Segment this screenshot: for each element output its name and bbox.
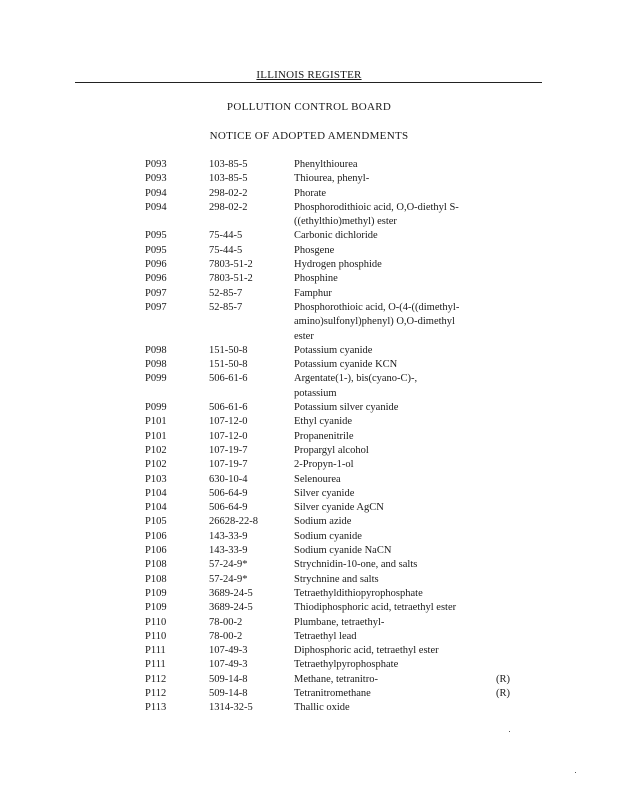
cas-number: 151-50-8 [209, 359, 248, 371]
substance-name [294, 301, 494, 344]
table-row [0, 558, 618, 572]
waste-code: P106 [145, 530, 167, 542]
substance-name [294, 558, 494, 572]
cas-number: 57-24-9* [209, 559, 248, 571]
substance-name [294, 272, 494, 286]
waste-code: P111 [145, 659, 166, 671]
substance-name-line: Sodium azide [294, 516, 352, 528]
cas-number: 107-49-3 [209, 645, 248, 657]
substance-name [294, 687, 494, 701]
substance-name-line: amino)sulfonyl)phenyl) O,O-dimethyl [294, 316, 455, 328]
substance-name [294, 587, 494, 601]
substance-name-line: Diphosphoric acid, tetraethyl ester [294, 645, 439, 657]
waste-code: P101 [145, 430, 167, 442]
table-row [0, 473, 618, 487]
cas-number: 298-02-2 [209, 187, 248, 199]
substance-name [294, 515, 494, 529]
table-row [0, 601, 618, 615]
header-rule [75, 82, 542, 83]
table-row [0, 344, 618, 358]
substance-name [294, 573, 494, 587]
substance-name [294, 601, 494, 615]
register-title [0, 69, 618, 81]
substance-name [294, 158, 494, 172]
waste-code: P099 [145, 373, 167, 385]
table-row [0, 501, 618, 515]
cas-number: 143-33-9 [209, 530, 248, 542]
cas-number: 107-49-3 [209, 659, 248, 671]
table-row [0, 158, 618, 172]
cas-number: 151-50-8 [209, 344, 248, 356]
cas-number: 509-14-8 [209, 673, 248, 685]
cas-number: 78-00-2 [209, 630, 243, 642]
cas-number: 7803-51-2 [209, 259, 253, 271]
cas-number: 7803-51-2 [209, 273, 253, 285]
waste-code: P104 [145, 502, 167, 514]
substance-name-line: Tetraethylpyrophosphate [294, 659, 399, 671]
waste-code: P096 [145, 273, 167, 285]
substance-name [294, 444, 494, 458]
substance-name [294, 544, 494, 558]
cas-number: 3689-24-5 [209, 587, 253, 599]
cas-number: 57-24-9* [209, 573, 248, 585]
substance-name-line: Thiourea, phenyl- [294, 173, 370, 185]
substance-name [294, 287, 494, 301]
substance-name [294, 658, 494, 672]
cas-number: 143-33-9 [209, 545, 248, 557]
scan-speck [509, 731, 510, 732]
table-row [0, 573, 618, 587]
waste-code: P112 [145, 687, 167, 699]
table-row [0, 616, 618, 630]
substance-name-line: Phosgene [294, 244, 335, 256]
waste-code: P103 [145, 473, 167, 485]
table-row [0, 372, 618, 401]
substance-name-line: Plumbane, tetraethyl- [294, 616, 385, 628]
substance-name [294, 258, 494, 272]
substance-name-line: Propargyl alcohol [294, 444, 369, 456]
table-row [0, 530, 618, 544]
substance-name [294, 344, 494, 358]
cas-number: 78-00-2 [209, 616, 243, 628]
substance-name-line: Phosphorodithioic acid, O,O-diethyl S- [294, 201, 459, 213]
substance-name-line: ester [294, 330, 314, 342]
table-row [0, 544, 618, 558]
waste-code: P102 [145, 444, 167, 456]
table-row [0, 415, 618, 429]
substance-name [294, 458, 494, 472]
waste-code: P108 [145, 573, 167, 585]
waste-code: P095 [145, 230, 167, 242]
table-row [0, 287, 618, 301]
substance-name-line: Potassium cyanide [294, 344, 373, 356]
substance-name [294, 701, 494, 715]
substance-name-line: Phorate [294, 187, 327, 199]
table-row [0, 187, 618, 201]
substance-name [294, 530, 494, 544]
substance-name-line: Tetraethyldithiopyrophosphate [294, 587, 423, 599]
hazard-flag: (R) [496, 687, 510, 699]
cas-number: 298-02-2 [209, 201, 248, 213]
substance-name-line: Phosphine [294, 273, 338, 285]
table-row [0, 401, 618, 415]
table-row [0, 701, 618, 715]
table-row [0, 272, 618, 286]
cas-number: 509-14-8 [209, 687, 248, 699]
substance-name-line: Tetraethyl lead [294, 630, 357, 642]
substance-name [294, 673, 494, 687]
table-row [0, 244, 618, 258]
cas-number: 506-61-6 [209, 402, 248, 414]
substance-name-line: Strychnidin-10-one, and salts [294, 559, 418, 571]
substance-name [294, 401, 494, 415]
table-row [0, 444, 618, 458]
substance-name-line: Carbonic dichloride [294, 230, 378, 242]
waste-code: P096 [145, 259, 167, 271]
cas-number: 506-64-9 [209, 502, 248, 514]
cas-number: 75-44-5 [209, 244, 243, 256]
cas-number: 3689-24-5 [209, 602, 253, 614]
waste-code: P097 [145, 287, 167, 299]
substance-name [294, 187, 494, 201]
scan-speck [575, 772, 576, 773]
table-row [0, 172, 618, 186]
table-row [0, 358, 618, 372]
substance-name-line: Sodium cyanide [294, 530, 362, 542]
table-row [0, 687, 618, 701]
substance-name-line: Selenourea [294, 473, 341, 485]
table-row [0, 515, 618, 529]
cas-number: 103-85-5 [209, 173, 248, 185]
hazard-flag: (R) [496, 673, 510, 685]
table-row [0, 258, 618, 272]
table-row [0, 487, 618, 501]
table-row [0, 644, 618, 658]
waste-code: P104 [145, 487, 167, 499]
substance-name [294, 172, 494, 186]
substance-name [294, 229, 494, 243]
substance-name-line: Strychnine and salts [294, 573, 379, 585]
table-row [0, 673, 618, 687]
cas-number: 506-64-9 [209, 487, 248, 499]
substance-name [294, 430, 494, 444]
substance-name [294, 415, 494, 429]
substance-name-line: Silver cyanide [294, 487, 355, 499]
waste-code: P111 [145, 645, 166, 657]
cas-number: 506-61-6 [209, 373, 248, 385]
substance-name [294, 501, 494, 515]
cas-number: 52-85-7 [209, 301, 243, 313]
substance-name-line: Hydrogen phosphide [294, 259, 382, 271]
table-row [0, 658, 618, 672]
substance-name-line: Silver cyanide AgCN [294, 502, 384, 514]
substance-name [294, 616, 494, 630]
board-title: POLLUTION CONTROL BOARD [226, 101, 392, 113]
substance-name [294, 201, 494, 230]
substance-name-line: Famphur [294, 287, 332, 299]
waste-code: P105 [145, 516, 167, 528]
table-row [0, 587, 618, 601]
substance-name-line: Propanenitrile [294, 430, 354, 442]
waste-code-table [0, 158, 618, 716]
waste-code: P102 [145, 459, 167, 471]
substance-name-line: Argentate(1-), bis(cyano-C)-, [294, 373, 418, 385]
notice-title: NOTICE OF ADOPTED AMENDMENTS [209, 130, 409, 142]
waste-code: P109 [145, 587, 167, 599]
substance-name-line: potassium [294, 387, 337, 399]
waste-code: P101 [145, 416, 167, 428]
substance-name [294, 358, 494, 372]
table-row [0, 630, 618, 644]
table-row [0, 229, 618, 243]
substance-name-line: Thiodiphosphoric acid, tetraethyl ester [294, 602, 457, 614]
cas-number: 1314-32-5 [209, 702, 253, 714]
substance-name-line: ((ethylthio)methyl) ester [294, 216, 397, 228]
substance-name [294, 630, 494, 644]
substance-name-line: Thallic oxide [294, 702, 350, 714]
table-row [0, 430, 618, 444]
table-row [0, 458, 618, 472]
waste-code: P099 [145, 402, 167, 414]
waste-code: P094 [145, 201, 167, 213]
table-row [0, 201, 618, 230]
waste-code: P113 [145, 702, 167, 714]
waste-code: P095 [145, 244, 167, 256]
substance-name-line: Sodium cyanide NaCN [294, 545, 392, 557]
waste-code: P098 [145, 359, 167, 371]
substance-name-line: Potassium cyanide KCN [294, 359, 398, 371]
cas-number: 26628-22-8 [209, 516, 258, 528]
substance-name [294, 244, 494, 258]
substance-name-line: Methane, tetranitro- [294, 673, 378, 685]
cas-number: 107-12-0 [209, 430, 248, 442]
substance-name-line: 2-Propyn-1-ol [294, 459, 354, 471]
substance-name [294, 372, 494, 401]
substance-name [294, 473, 494, 487]
substance-name-line: Potassium silver cyanide [294, 402, 399, 414]
cas-number: 630-10-4 [209, 473, 248, 485]
waste-code: P097 [145, 301, 167, 313]
cas-number: 107-12-0 [209, 416, 248, 428]
cas-number: 52-85-7 [209, 287, 243, 299]
substance-name-line: Phenylthiourea [294, 159, 358, 170]
waste-code: P093 [145, 173, 167, 185]
waste-code: P112 [145, 673, 167, 685]
register-title-text: ILLINOIS REGISTER [256, 69, 362, 81]
waste-code: P098 [145, 344, 167, 356]
waste-code: P106 [145, 545, 167, 557]
waste-code: P094 [145, 187, 167, 199]
substance-name [294, 487, 494, 501]
waste-code: P110 [145, 630, 167, 642]
waste-code: P093 [145, 159, 167, 170]
substance-name-line: Ethyl cyanide [294, 416, 353, 428]
cas-number: 103-85-5 [209, 159, 248, 170]
substance-name [294, 644, 494, 658]
waste-code: P108 [145, 559, 167, 571]
waste-code: P109 [145, 602, 167, 614]
cas-number: 107-19-7 [209, 459, 248, 471]
cas-number: 75-44-5 [209, 230, 243, 242]
waste-code: P110 [145, 616, 167, 628]
substance-name-line: Tetranitromethane [294, 687, 371, 699]
table-row [0, 301, 618, 344]
substance-name-line: Phosphorothioic acid, O-(4-((dimethyl- [294, 301, 460, 313]
cas-number: 107-19-7 [209, 444, 248, 456]
